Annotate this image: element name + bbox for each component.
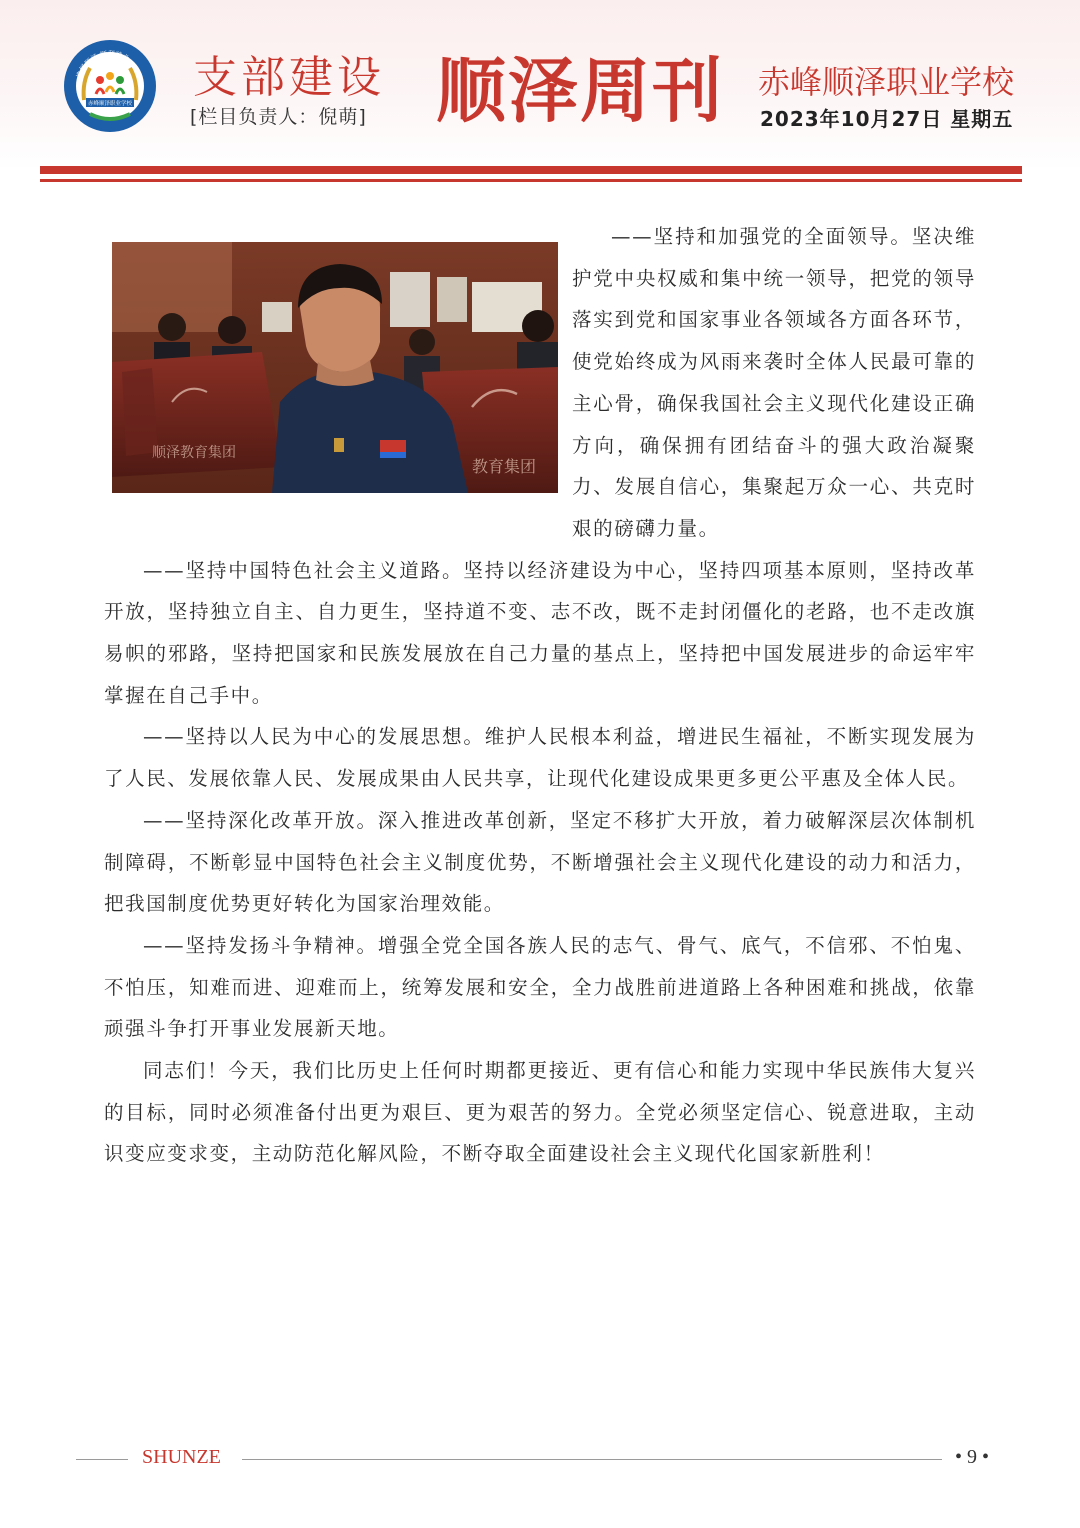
school-name: 赤峰顺泽职业学校 [758,63,1015,101]
footer-rule-right [242,1459,942,1460]
footer-brand: SHUNZE [142,1446,221,1468]
issue-date: 2023年10月27日 星期五 [760,107,1014,131]
logo-bottom-text: 赤峰顺泽职业学校 [87,101,133,107]
header-divider-thick [40,166,1022,174]
article-paragraph: ——坚持中国特色社会主义道路。坚持以经济建设为中心，坚持四项基本原则，坚持改革开放，坚持独立自主、自力更生，坚持道不变、志不改，既不走封闭僵化的老路，也不走改旗易帜的邪路，坚持把国家和民族发展放在自己力量的基点上，坚持把中国发展进步的命运牢牢掌握在自己手中。 [104,558,976,707]
article-paragraph: ——坚持和加强党的全面领导。坚决维护党中央权威和集中统一领导，把党的领导落实到党和国家事业各领域各方面各环节，使党始终成为风雨来袭时全体人民最可靠的主心骨，确保我国社会主义现代化建设正确方向，确保拥有团结奋斗的强大政治凝聚力、发展自信心，集聚起万众一心、共克时艰的磅礴力量。 [572,225,976,540]
header-divider-thin [40,179,1022,182]
article-paragraph: ——坚持深化改革开放。深入推进改革创新，坚定不移扩大开放，着力破解深层次体制机制障碍，不断彰显中国特色社会主义制度优势，不断增强社会主义现代化建设的动力和活力，把我国制度优势更好转化为国家治理效能。 [104,808,976,916]
school-logo [62,38,158,134]
magazine-title: 顺泽周刊 [436,50,724,132]
logo-top-text: 选择顺泽 顺利就业 [75,49,131,80]
column-editor: [栏目负责人：倪萌] [190,106,367,128]
meeting-photo [112,242,558,493]
page-number: • 9 • [955,1446,990,1468]
chair-banner-text: 顺泽教育集团 [152,445,236,461]
article-paragraph: 同志们！今天，我们比历史上任何时期都更接近、更有信心和能力实现中华民族伟大复兴的目标，同时必须准备付出更为艰巨、更为艰苦的努力。全党必须坚定信心、锐意进取，主动识变应变求变，主动防范化解风险，不断夺取全面建设社会主义现代化国家新胜利！ [104,1059,976,1166]
article-paragraph: ——坚持以人民为中心的发展思想。维护人民根本利益，增进民生福祉，不断实现发展为了人民、发展依靠人民、发展成果由人民共享，让现代化建设成果更多更公平惠及全体人民。 [104,725,976,791]
footer-rule-left [76,1459,128,1460]
section-title: 支部建设 [193,52,385,103]
article-paragraph: ——坚持发扬斗争精神。增强全党全国各族人民的志气、骨气、底气，不信邪、不怕鬼、不怕压，知难而进、迎难而上，统筹发展和安全，全力战胜前进道路上各种困难和挑战，依靠顽强斗争打开事业发展新天地。 [104,933,976,1041]
chair-banner-text: 教育集团 [472,457,537,476]
